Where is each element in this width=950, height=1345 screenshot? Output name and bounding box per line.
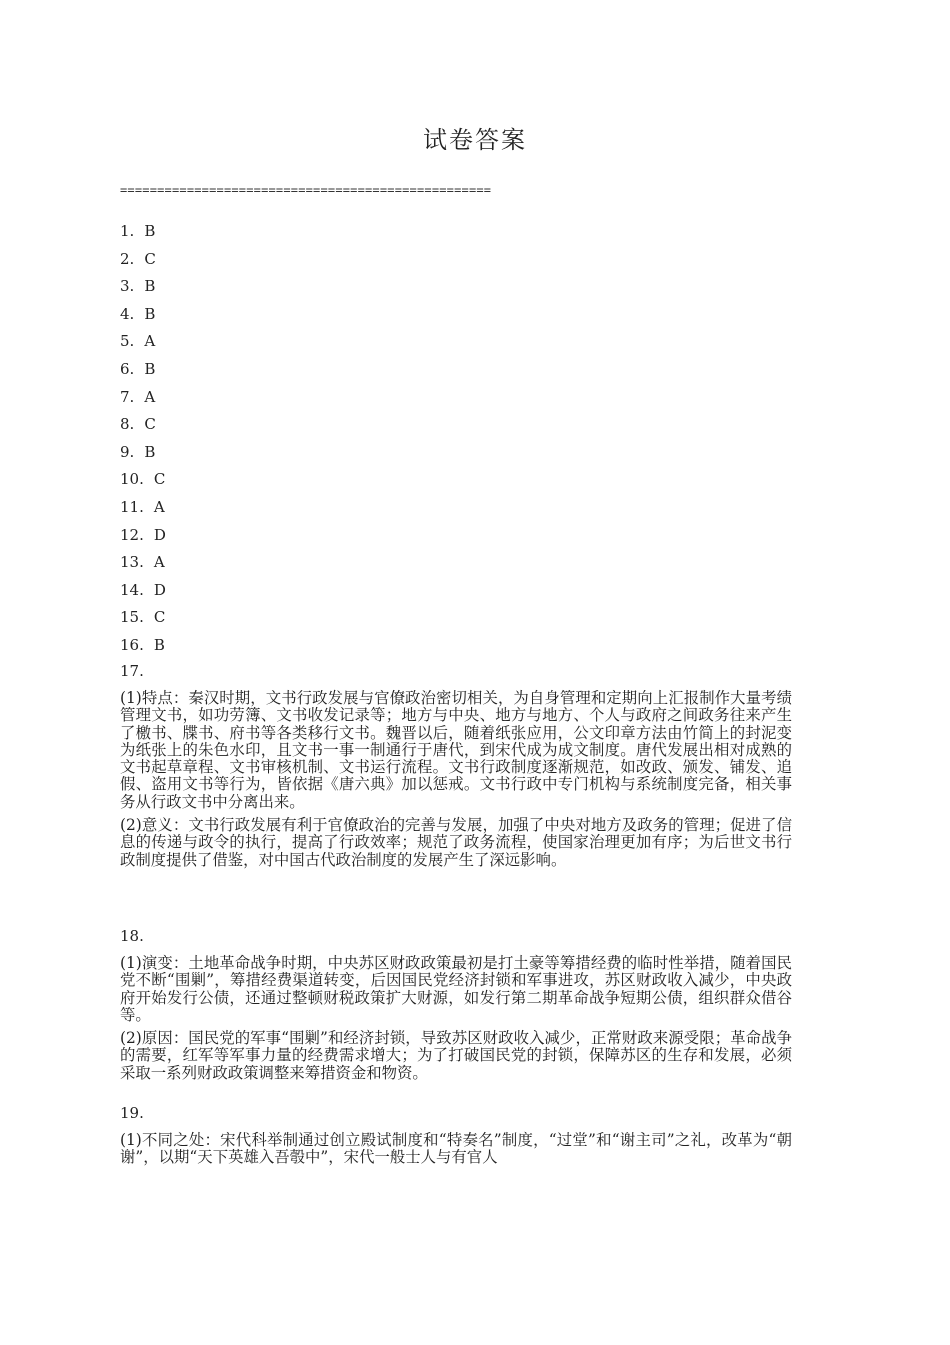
answer-paragraph: (1)演变：土地革命战争时期，中央苏区财政政策最初是打土豪等筹措经费的临时性举措，随着国民党不断“围剿”，筹措经费渠道转变，后因国民党经济封锁和军事进攻，苏区财政收入减少，中央政府开始发行公债，还通过整顿财税政策扩大财源，如发行第二期革命战争短期公债，组织群众借谷等。 [120, 954, 792, 1024]
answer-choice: D [153, 525, 166, 544]
divider-line: ================================================== [120, 183, 492, 197]
answer-choice: D [153, 580, 166, 599]
answer-number: 16. [120, 635, 144, 654]
answer-number: 9. [120, 442, 135, 461]
answer-item [120, 632, 166, 660]
answer-item [120, 356, 166, 384]
answer-number: 12. [120, 525, 144, 544]
answer-number: 6. [120, 359, 135, 378]
answer-item [120, 301, 166, 329]
answer-paragraph: (1)特点：秦汉时期，文书行政发展与官僚政治密切相关，为自身管理和定期向上汇报制作大量考绩管理文书，如功劳簿、文书收发记录等；地方与中央、地方与地方、个人与政府之间政务往来产生了檄书、牒书、府书等各类移行文书。魏晋以后，随着纸张应用，公文印章方法由竹简上的封泥变为纸张上的朱色水印，且文书一事一制通行于唐代，到宋代成为成文制度。唐代发展出相对成熟的文书起草章程、文书审核机制、文书运行流程。文书行政制度逐渐规范，如改政、颁发、铺发、追假、盗用文书等行为，皆依据《唐六典》加以惩戒。文书行政中专门机构与系统制度完备，相关事务从行政文书中分离出来。 [120, 689, 792, 811]
answer-choice: B [144, 442, 156, 461]
answer-choice: C [144, 249, 156, 268]
answer-choice: A [153, 553, 165, 572]
answer-paragraph: (2)意义：文书行政发展有利于官僚政治的完善与发展，加强了中央对地方及政务的管理；促进了信息的传递与政令的执行，提高了行政效率；规范了政务流程，使国家治理更加有序；为后世文书行政制度提供了借鉴，对中国古代政治制度的发展产生了深远影响。 [120, 816, 792, 869]
answer-item [120, 439, 166, 467]
page-title: 试卷答案 [423, 126, 527, 154]
answer-choice: C [144, 415, 156, 434]
answer-number: 15. [120, 608, 144, 627]
answer-choice: A [153, 497, 165, 516]
answer-item [120, 411, 166, 439]
question-18 [120, 925, 792, 1082]
answer-paragraph: (2)原因：国民党的军事“围剿”和经济封锁，导致苏区财政收入减少，正常财政来源受限；革命战争的需要，红军等军事力量的经费需求增大；为了打破国民党的封锁，保障苏区的生存和发展，必须采取一系列财政政策调整来筹措资金和物资。 [120, 1029, 792, 1082]
answer-number: 8. [120, 415, 135, 434]
answer-item [120, 604, 166, 632]
answer-number: 7. [120, 387, 135, 406]
question-19 [120, 1102, 792, 1167]
answer-number: 10. [120, 470, 144, 489]
answer-item [120, 577, 166, 605]
answer-item [120, 466, 166, 494]
answer-choice: B [144, 304, 156, 323]
question-number: 19. [120, 1104, 144, 1122]
answer-choice: A [144, 387, 156, 406]
question-number: 17. [120, 662, 144, 680]
answer-paragraph: (1)不同之处：宋代科举制通过创立殿试制度和“特奏名”制度，“过堂”和“谢主司”之礼，改革为“朝谢”，以期“天下英雄入吾彀中”，宋代一般士人与有官人 [120, 1131, 792, 1167]
answer-item [120, 273, 166, 301]
answer-item [120, 218, 166, 246]
question-17 [120, 660, 792, 869]
answer-item [120, 328, 166, 356]
answer-item [120, 522, 166, 550]
answer-number: 2. [120, 249, 135, 268]
answer-number: 4. [120, 304, 135, 323]
answer-item [120, 384, 166, 412]
answer-number: 5. [120, 332, 135, 351]
answer-item [120, 494, 166, 522]
answer-item [120, 549, 166, 577]
answer-number: 13. [120, 553, 144, 572]
answer-choice: C [153, 608, 166, 627]
question-number: 18. [120, 927, 144, 945]
answer-choice: B [144, 359, 156, 378]
answer-number: 3. [120, 277, 135, 296]
answer-list [120, 218, 166, 660]
answer-item [120, 246, 166, 274]
answer-number: 14. [120, 580, 144, 599]
answer-choice: B [153, 635, 165, 654]
answer-choice: A [144, 332, 156, 351]
answer-number: 1. [120, 222, 135, 240]
answer-number: 11. [120, 497, 144, 516]
answer-choice: B [144, 277, 156, 296]
answer-choice: C [153, 470, 166, 489]
answer-choice: B [144, 222, 156, 240]
